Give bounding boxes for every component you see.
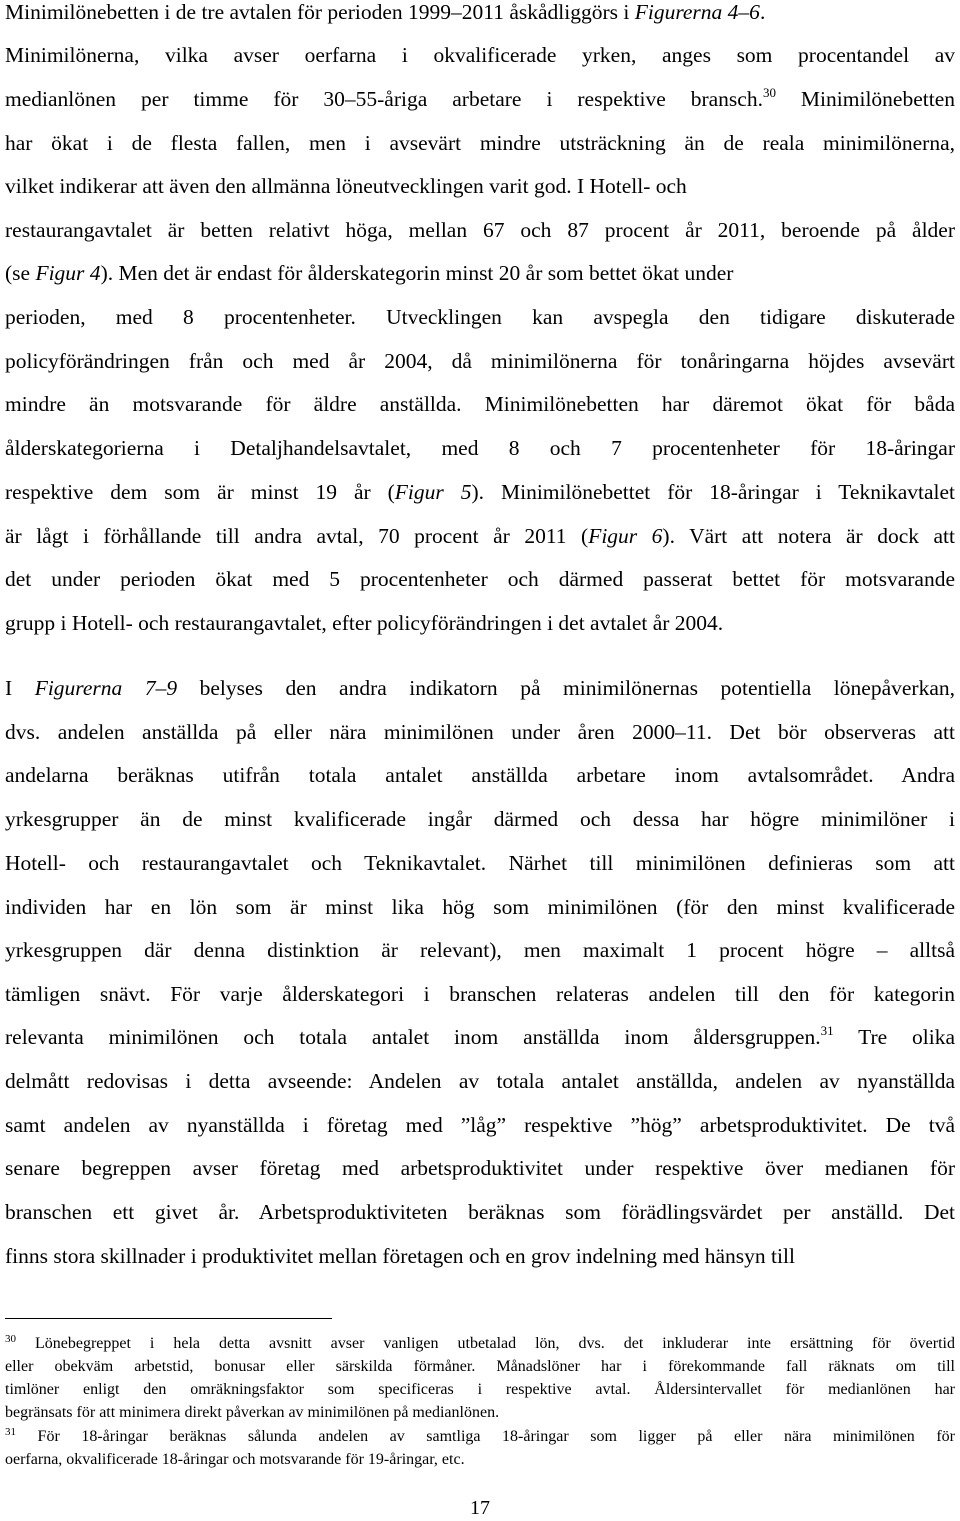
body-text-segment: senare begreppen avser företag med arbetsproduktivitet under respektive över medianen för xyxy=(5,1156,955,1180)
figure-reference: Figur 6 xyxy=(588,524,663,548)
body-text-segment: perioden, med 8 procentenheter. Utvecklingen kan avspegla den tidigare diskuterade xyxy=(5,305,955,329)
body-text-line xyxy=(5,851,955,875)
figure-reference: Figurerna 7–9 xyxy=(34,676,178,700)
body-text-line xyxy=(5,392,955,416)
body-text-segment: vilket indikerar att även den allmänna löneutvecklingen varit god. I Hotell- och xyxy=(5,174,687,198)
body-text-segment: delmått redovisas i detta avseende: Andelen av totala antalet anställda, andelen av nyanställda xyxy=(5,1069,955,1093)
footnote-line xyxy=(5,1450,465,1470)
body-text-line xyxy=(5,895,955,919)
body-text-segment: belyses den andra indikatorn på minimilönernas potentiella lönepåverkan, xyxy=(177,676,955,700)
body-text-segment: (se xyxy=(5,261,36,285)
body-text-line xyxy=(5,611,723,635)
body-text-segment: I xyxy=(5,676,35,700)
footnote-line xyxy=(5,1427,955,1447)
body-text-line xyxy=(5,436,955,460)
figure-reference: Figur 4 xyxy=(35,261,101,285)
body-text-segment: mindre än motsvarande för äldre anställda. Minimilönebetten har däremot ökat för båda xyxy=(5,392,955,416)
body-text-segment: samt andelen av nyanställda i företag med ”låg” respektive ”hög” arbetsproduktivitet. De två xyxy=(5,1113,955,1137)
footnote-separator xyxy=(5,1318,332,1319)
body-text-segment: branschen ett givet år. Arbetsproduktiviteten beräknas som förädlingsvärdet per anställd. Det xyxy=(5,1200,955,1224)
body-text-segment: Hotell- och restaurangavtalet och Teknikavtalet. Närhet till minimilönen definieras som att xyxy=(5,851,955,875)
body-text-segment: är lågt i förhållande till andra avtal, 70 procent år 2011 ( xyxy=(5,524,589,548)
body-text-line xyxy=(5,720,955,744)
figure-reference: Figurerna 4–6 xyxy=(634,0,760,24)
body-text-line xyxy=(5,1200,955,1224)
footnote-segment: begränsats för att minimera direkt påverkan av minimilönen på medianlönen. xyxy=(5,1404,500,1421)
body-text-segment: finns stora skillnader i produktivitet mellan företagen och en grov indelning med hänsyn till xyxy=(5,1244,795,1268)
body-text-segment: . xyxy=(759,0,766,24)
body-text-segment: Minimilönebetten xyxy=(775,87,955,111)
body-text-segment: Minimilönerna, vilka avser oerfarna i okvalificerade yrken, anges som procentandel av xyxy=(5,43,955,67)
footnote-marker: 31 xyxy=(5,1426,16,1438)
body-text-line xyxy=(5,131,955,155)
body-text-line xyxy=(5,1025,955,1049)
body-text-segment: ). Minimilönebettet för 18-åringar i Teknikavtalet xyxy=(471,480,955,504)
body-text-line xyxy=(5,1156,955,1180)
body-text-line xyxy=(5,567,955,591)
body-text-segment: Tre olika xyxy=(833,1025,955,1049)
body-text-line xyxy=(5,807,955,831)
body-text-segment: respektive dem som är minst 19 år ( xyxy=(5,480,395,504)
body-text-line xyxy=(5,763,955,787)
figure-reference: Figur 5 xyxy=(394,480,472,504)
footnote-line xyxy=(5,1403,499,1423)
footnote-segment: Lönebegreppet i hela detta avsnitt avser vanligen utbetalad lön, dvs. det inkluderar inte ersättning för övertid xyxy=(16,1335,955,1352)
body-text-line xyxy=(5,349,955,373)
body-text-segment: grupp i Hotell- och restaurangavtalet, efter policyförändringen i det avtalet år 2004. xyxy=(5,611,724,635)
footnote-line xyxy=(5,1380,955,1400)
body-text-segment: tämligen snävt. För varje ålderskategori i branschen relateras andelen till den för kategorin xyxy=(5,982,955,1006)
body-text-segment: individen har en lön som är minst lika hög som minimilönen (för den minst kvalificerade xyxy=(5,895,955,919)
footnote-marker: 31 xyxy=(820,1023,834,1038)
footnote-line xyxy=(5,1357,955,1377)
body-text-line xyxy=(5,218,955,242)
page-number: 17 xyxy=(470,1497,490,1519)
body-text-segment: policyförändringen från och med år 2004, då minimilönerna för tonåringarna höjdes avsevärt xyxy=(5,349,955,373)
body-text-line xyxy=(5,676,955,700)
body-text-line xyxy=(5,43,955,67)
body-text-segment: ). Men det är endast för ålderskategorin minst 20 år som bettet ökat under xyxy=(100,261,734,285)
body-text-segment: Minimilönebetten i de tre avtalen för perioden 1999–2011 åskådliggörs i xyxy=(5,0,635,24)
body-text-line xyxy=(5,1113,955,1137)
body-text-segment: ). Värt att notera är dock att xyxy=(662,524,955,548)
body-text-line xyxy=(5,982,955,1006)
body-text-line xyxy=(5,174,687,198)
body-text-line xyxy=(5,938,955,962)
body-text-line xyxy=(5,305,955,329)
body-text-segment: yrkesgrupper än de minst kvalificerade ingår därmed och dessa har högre minimilöner i xyxy=(5,807,955,831)
body-text-segment: andelarna beräknas utifrån totala antalet anställda arbetare inom avtalsområdet. Andra xyxy=(5,763,955,787)
footnote-segment: För 18-åringar beräknas sålunda andelen av samtliga 18-åringar som ligger på eller nära minimilönen för xyxy=(16,1428,955,1445)
footnote-marker: 30 xyxy=(762,85,776,100)
body-text-line xyxy=(5,261,733,285)
body-text-segment: ålderskategorierna i Detaljhandelsavtalet, med 8 och 7 procentenheter för 18-åringar xyxy=(5,436,955,460)
body-text-line xyxy=(5,0,765,24)
footnote-segment: timlöner enligt den omräkningsfaktor som specificeras i respektive avtal. Åldersintervallet för medianlönen har xyxy=(5,1381,955,1398)
footnote-marker: 30 xyxy=(5,1333,16,1345)
footnote-segment: oerfarna, okvalificerade 18-åringar och motsvarande för 19-åringar, etc. xyxy=(5,1451,465,1468)
footnote-line xyxy=(5,1334,955,1354)
body-text-segment: restaurangavtalet är betten relativt höga, mellan 67 och 87 procent år 2011, beroende på ålder xyxy=(5,218,955,242)
body-text-line xyxy=(5,524,955,548)
body-text-segment: medianlönen per timme för 30–55-åriga arbetare i respektive bransch. xyxy=(5,87,763,111)
body-text-line xyxy=(5,1244,795,1268)
body-text-line xyxy=(5,480,955,504)
footnote-segment: eller obekväm arbetstid, bonusar eller särskilda förmåner. Månadslöner har i förekommande fall räknats om till xyxy=(5,1358,955,1375)
body-text-segment: relevanta minimilönen och totala antalet inom anställda inom åldersgruppen. xyxy=(5,1025,821,1049)
body-text-segment: yrkesgruppen där denna distinktion är relevant), men maximalt 1 procent högre – alltså xyxy=(5,938,955,962)
body-text-segment: det under perioden ökat med 5 procentenheter och därmed passerat bettet för motsvarande xyxy=(5,567,955,591)
body-text-segment: har ökat i de flesta fallen, men i avsevärt mindre utsträckning än de reala minimilönerna, xyxy=(5,131,955,155)
body-text-segment: dvs. andelen anställda på eller nära minimilönen under åren 2000–11. Det bör observeras att xyxy=(5,720,955,744)
body-text-line xyxy=(5,1069,955,1093)
body-text-line xyxy=(5,87,955,111)
